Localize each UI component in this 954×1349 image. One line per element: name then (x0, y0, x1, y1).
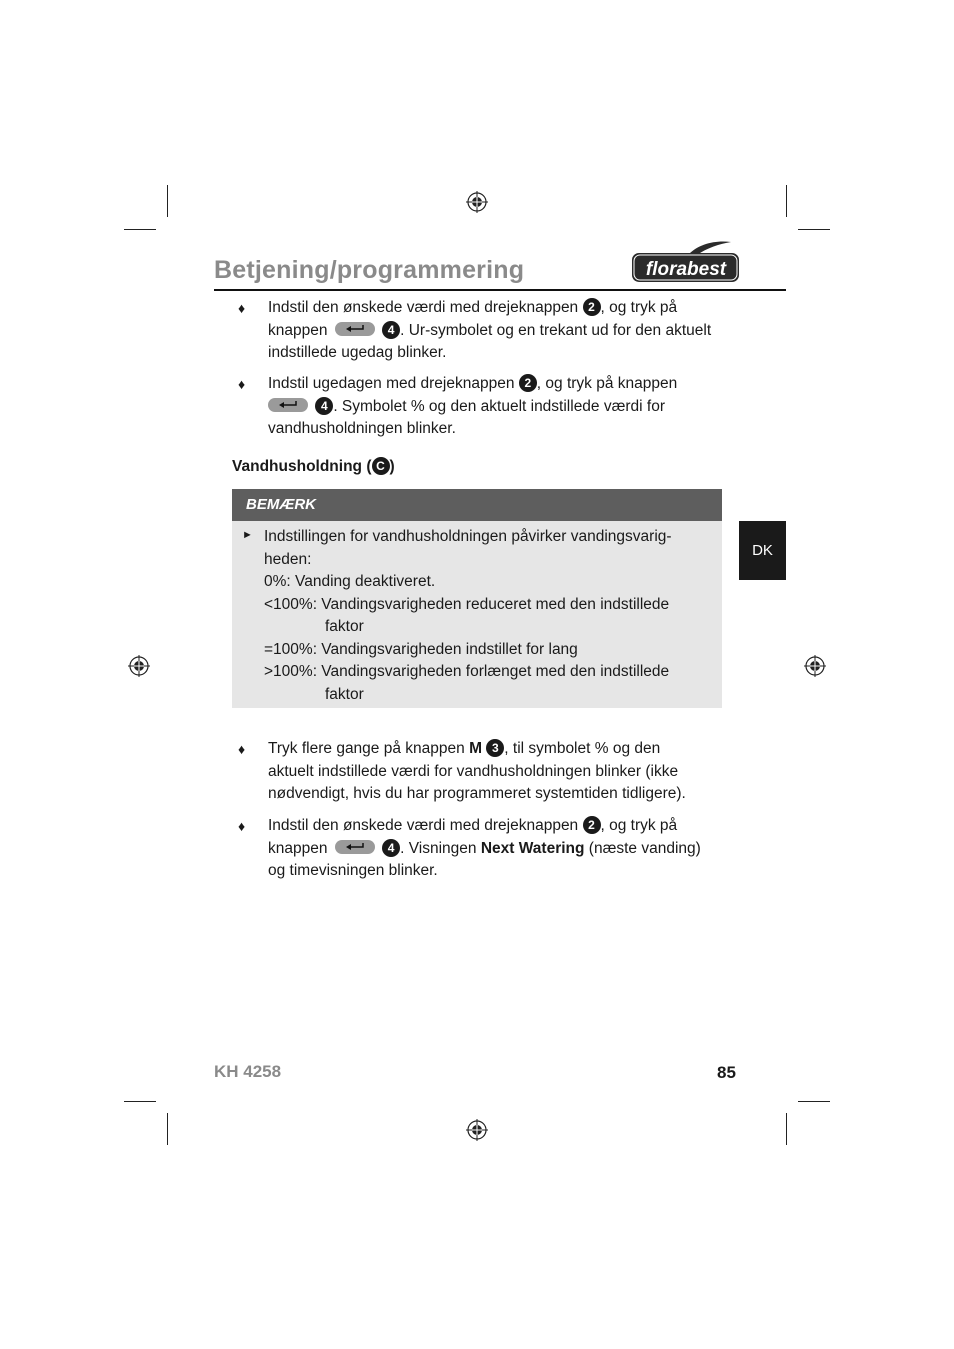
crop-mark (124, 229, 156, 230)
instruction-step: ♦ Indstil den ønskede værdi med drejeknappen 2 , og tryk på knappen 4 . Visningen Next Watering (næste vanding) og timevisningen blinker. (238, 817, 701, 879)
note-line: <100%: Vandingsvarigheden reduceret med den indstillede (264, 595, 670, 613)
crop-mark (167, 185, 168, 217)
note-line: faktor (325, 685, 364, 703)
registration-mark-icon (128, 655, 150, 677)
button-number-badge: 4 (382, 839, 400, 857)
bullet-diamond-icon: ♦ (238, 818, 246, 834)
crop-mark (124, 1101, 156, 1102)
crop-mark (798, 229, 830, 230)
crop-mark (167, 1113, 168, 1145)
note-title: BEMÆRK (232, 489, 722, 521)
knob-number-badge: 2 (519, 374, 537, 392)
instruction-step: ♦ Indstil den ønskede værdi med drejeknappen 2 , og tryk på knappen 4 . Ur-symbolet og en trekant ud for den aktuelt indstillede ugedag blinker. (238, 299, 712, 361)
language-tab: DK (739, 521, 786, 580)
crop-mark (786, 185, 787, 217)
bullet-diamond-icon: ♦ (238, 376, 246, 392)
note-line: 0%: Vanding deaktiveret. (264, 573, 436, 590)
florabest-logo (631, 240, 741, 284)
note-body (232, 521, 722, 708)
registration-mark-icon (804, 655, 826, 677)
arrow-right-icon: ► (242, 529, 253, 541)
registration-mark-icon (466, 191, 488, 213)
knob-number-badge: 2 (583, 816, 601, 834)
svg-text:florabest: florabest (645, 259, 727, 280)
bullet-diamond-icon: ♦ (238, 300, 246, 316)
instruction-step: ♦ Tryk flere gange på knappen M 3 , til symbolet % og den aktuelt indstillede værdi for vandhusholdningen blinker (ikke nødvendigt, hvis du har programmeret systemtiden tidligere). (238, 740, 686, 802)
registration-mark-icon (466, 1119, 488, 1141)
section-heading: Vandhusholdning ( C ) (232, 458, 395, 475)
note-line: faktor (325, 618, 364, 635)
note-line: Indstillingen for vandhusholdningen påvirker vandingsvarig- (264, 528, 672, 545)
page-number: 85 (717, 1063, 736, 1082)
crop-mark (798, 1101, 830, 1102)
crop-mark (786, 1113, 787, 1145)
page-title: Betjening/programmering (214, 256, 525, 284)
note-line: =100%: Vandingsvarigheden indstillet for lang (264, 640, 578, 658)
knob-number-badge: 2 (583, 298, 601, 316)
button-number-badge: 3 (486, 739, 504, 757)
enter-button-icon (335, 840, 375, 854)
enter-button-icon (335, 322, 375, 336)
display-section-badge: C (372, 457, 390, 475)
bullet-diamond-icon: ♦ (238, 741, 246, 757)
enter-button-icon (268, 398, 308, 412)
header-rule (214, 289, 786, 291)
button-number-badge: 4 (382, 321, 400, 339)
model-number: KH 4258 (214, 1062, 282, 1081)
note-line: heden: (264, 550, 312, 568)
note-line: >100%: Vandingsvarigheden forlænget med den indstillede (264, 663, 670, 680)
instruction-step: ♦ Indstil ugedagen med drejeknappen 2 , og tryk på knappen 4 . Symbolet % og den aktuelt indstillede værdi for vandhusholdningen blinker. (238, 375, 678, 437)
button-number-badge: 4 (315, 397, 333, 415)
